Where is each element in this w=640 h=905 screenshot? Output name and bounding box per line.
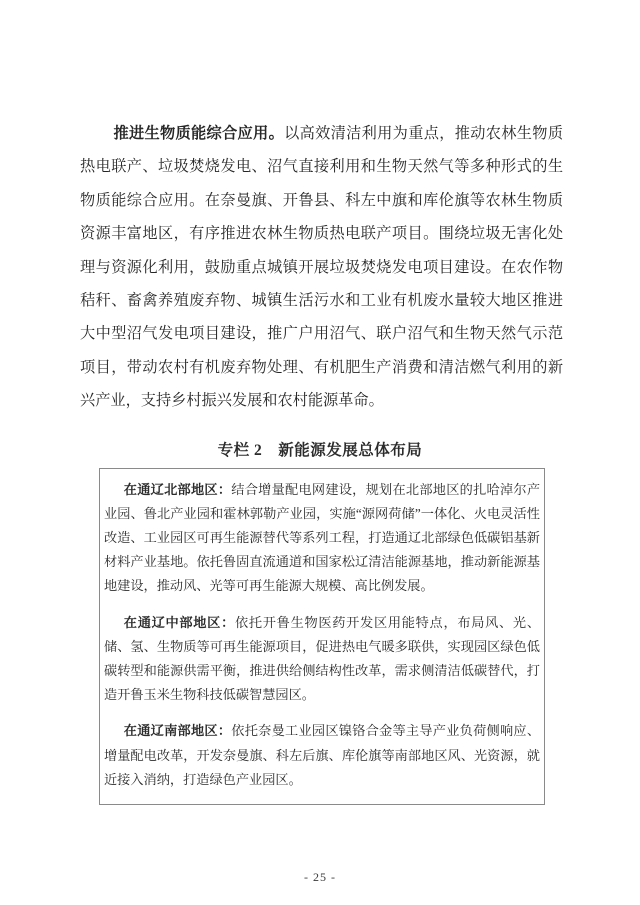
column-box-paragraph-north [104, 478, 540, 599]
column-box-paragraph-central-lead: 在通辽中部地区： [123, 614, 235, 630]
column-box-paragraph-south [104, 719, 540, 792]
column-box [99, 468, 545, 805]
page-number: - 25 - [304, 870, 336, 885]
column-box-paragraph-south-text: 依托奈曼工业园区镍铬合金等主导产业负荷侧响应、增量配电改革，开发奈曼旗、科左后旗、库伦旗等南部地区风、光资源，就近接入消纳，打造绿色产业园区。 [104, 723, 541, 787]
column-box-paragraph-north-lead: 在通辽北部地区： [123, 481, 232, 497]
column-box-paragraph-central-text: 依托开鲁生物医药开发区用能特点，布局风、光、储、氢、生物质等可再生能源项目，促进热电气暖多联供，实现园区绿色低碳转型和能源供需平衡，推进供给侧结构性改革，需求侧清洁低碳替代，打造开鲁玉米生物科技低碳智慧园区。 [104, 614, 541, 703]
column-box-title: 专栏 2 新能源发展总体布局 [217, 441, 423, 459]
body-paragraph-text: 以高效清洁利用为重点，推动农林生物质热电联产、垃圾焚烧发电、沼气直接利用和生物天然气等多种形式的生物质能综合应用。在奈曼旗、开鲁县、科左中旗和库伦旗等农林生物质资源丰富地区，有序推进农林生物质热电联产项目。围绕垃圾无害化处理与资源化利用，鼓励重点城镇开展垃圾焚烧发电项目建设。在农作物秸秆、畜禽养殖废弃物、城镇生活污水和工业有机废水量较大地区推进大中型沼气发电项目建设，推广户用沼气、联户沼气和生物天然气示范项目，带动农村有机废弃物处理、有机肥生产消费和清洁燃气利用的新兴产业，支持乡村振兴发展和农村能源革命。 [80, 125, 564, 410]
body-paragraph [80, 0, 563, 418]
column-box-paragraph-south-lead: 在通辽南部地区： [123, 723, 232, 739]
column-box-paragraph-central [104, 611, 540, 708]
body-paragraph-lead: 推进生物质能综合应用。 [113, 125, 285, 142]
column-box-paragraph-north-text: 结合增量配电网建设，规划在北部地区的扎哈淖尔产业园、鲁北产业园和霍林郭勒产业园，实施“源网荷储”一体化、火电灵活性改造、工业园区可再生能源替代等系列工程，打造通辽北部绿色低碳铝基新材料产业基地。依托鲁固直流通道和国家松辽清洁能源基地，推动新能源基地建设，推动风、光等可再生能源大规模、高比例发展。 [104, 481, 541, 594]
